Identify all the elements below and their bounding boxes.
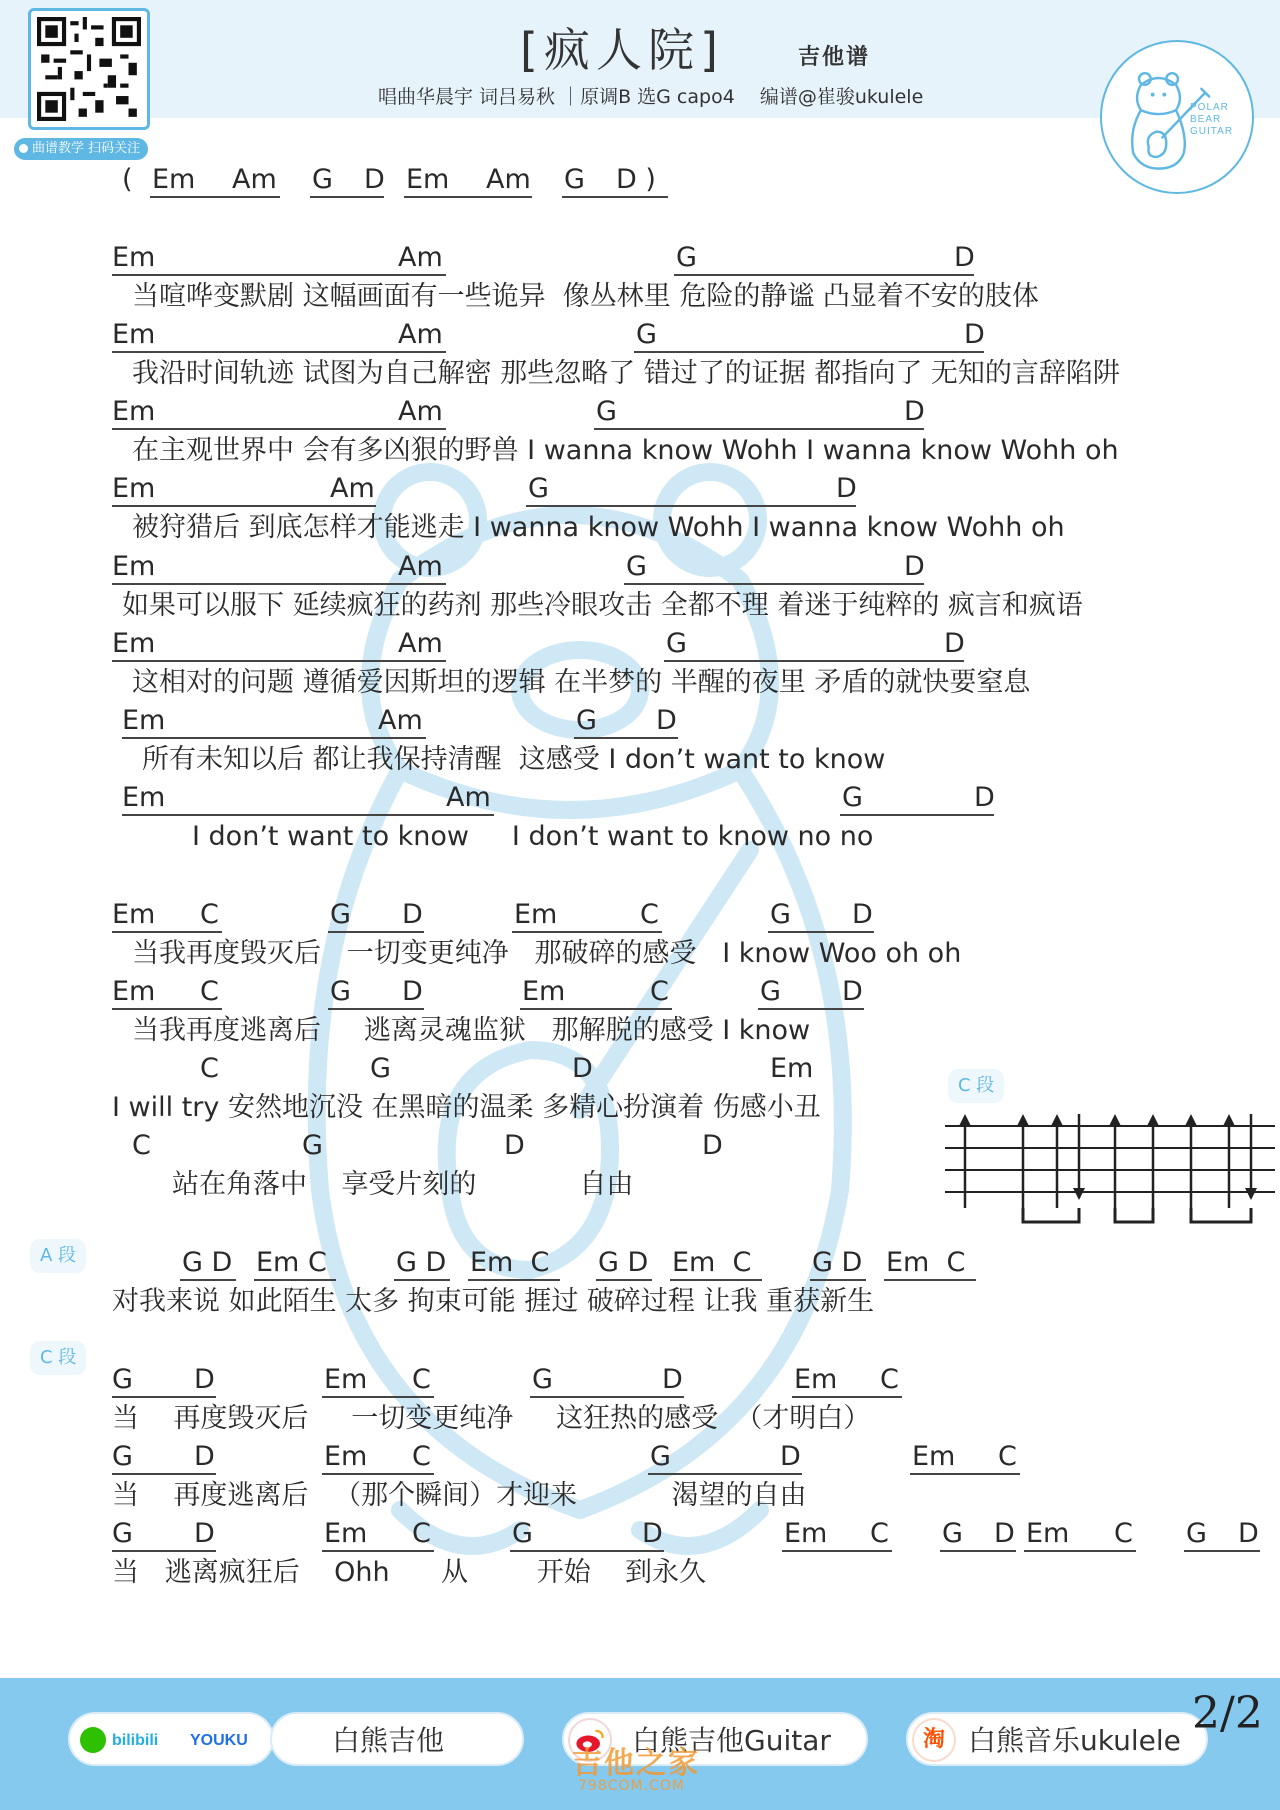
wechat-icon (80, 1727, 106, 1753)
chord-symbol: D ) (616, 164, 656, 195)
chord-symbol: Em (1026, 1518, 1070, 1549)
chord-symbol: Em (324, 1441, 368, 1472)
chord-duration-underline (624, 583, 924, 585)
chord-symbol: C (412, 1441, 431, 1472)
lyric-line: 被狩猎后 到底怎样才能逃走 I wanna know Wohh I wanna know Wohh oh (132, 512, 1065, 543)
qr-caption: 曲谱教学 扫码关注 (14, 138, 148, 160)
chord-line (0, 552, 1280, 584)
chord-duration-underline (112, 931, 222, 933)
chord-line (0, 165, 1280, 197)
chord-duration-underline (562, 196, 668, 198)
lyric-line: I don’t want to know I don’t want to know no no (192, 821, 874, 852)
chord-symbol: G (1186, 1518, 1207, 1549)
chord-symbol: C (412, 1364, 431, 1395)
lyric-line: 当 再度逃离后 （那个瞬间）才迎来 渴望的自由 (112, 1480, 807, 1511)
strum-arrow-up (1223, 1114, 1235, 1126)
chord-duration-underline (792, 1396, 902, 1398)
lyric-line: 这相对的问题 遵循爱因斯坦的逻辑 在半梦的 半醒的夜里 矛盾的就快要窒息 (132, 667, 1031, 698)
chord-duration-underline (758, 1008, 864, 1010)
chord-line (0, 397, 1280, 429)
chord-symbol: Em (324, 1518, 368, 1549)
chord-symbol: G (112, 1518, 133, 1549)
chord-symbol: G (576, 705, 597, 736)
chord-symbol: Em (324, 1364, 368, 1395)
chord-symbol: G (842, 782, 863, 813)
chord-symbol: Em (112, 976, 156, 1007)
chord-duration-underline (254, 1279, 336, 1281)
chord-duration-underline (468, 1279, 560, 1281)
rhythm-beam (1115, 1208, 1153, 1222)
chord-duration-underline (520, 1008, 672, 1010)
chord-line (0, 1248, 1280, 1280)
chord-symbol: G (636, 319, 657, 350)
chord-symbol: Am (232, 164, 277, 195)
chord-line (0, 320, 1280, 352)
chord-symbol: C (132, 1130, 151, 1161)
chord-duration-underline (674, 274, 974, 276)
chord-symbol: G (528, 473, 549, 504)
chord-symbol: D (780, 1441, 801, 1472)
channel-name-pill[interactable] (270, 1712, 524, 1766)
chord-symbol: D (852, 899, 873, 930)
site-watermark: 吉他之家 (572, 1746, 700, 1781)
chord-symbol: ( (122, 164, 133, 195)
chord-duration-underline (112, 1008, 222, 1010)
youku-brand: YOUKU (190, 1732, 248, 1749)
chord-symbol: D (194, 1518, 215, 1549)
chord-symbol: G (302, 1130, 323, 1161)
chord-symbol: Am (398, 551, 443, 582)
chord-symbol: D (842, 976, 863, 1007)
strum-arrow-up (1017, 1114, 1029, 1126)
chord-line (0, 1365, 1280, 1397)
chord-symbol: C (870, 1518, 889, 1549)
chord-duration-underline (664, 660, 964, 662)
score-type-tag: 吉他谱 (798, 45, 871, 70)
chord-symbol: Em (112, 551, 156, 582)
chord-symbol: Em C (256, 1247, 327, 1278)
chord-symbol: Em C (672, 1247, 752, 1278)
chord-duration-underline (526, 505, 856, 507)
section-tag-c: C 段 (948, 1069, 1004, 1103)
chord-symbol: Em (522, 976, 566, 1007)
section-tag-c-2: C 段 (30, 1341, 86, 1375)
chord-symbol: Em (406, 164, 450, 195)
lyric-line: 当 逃离疯狂后 Ohh 从 开始 到永久 (112, 1557, 707, 1588)
chord-duration-underline (594, 428, 924, 430)
chord-duration-underline (1184, 1550, 1260, 1552)
chord-duration-underline (112, 1550, 216, 1552)
chord-symbol: D (642, 1518, 663, 1549)
chord-symbol: C (640, 899, 659, 930)
chord-symbol: G (112, 1364, 133, 1395)
chord-symbol: Em (794, 1364, 838, 1395)
chord-symbol: Am (398, 319, 443, 350)
chord-line (0, 474, 1280, 506)
chord-symbol: C (650, 976, 669, 1007)
taobao-pill[interactable] (906, 1712, 1208, 1766)
chord-symbol: G D (598, 1247, 649, 1278)
chord-duration-underline (810, 1279, 866, 1281)
chord-duration-underline (112, 583, 446, 585)
chord-symbol: Em C (470, 1247, 550, 1278)
chord-symbol: Am (398, 628, 443, 659)
lyric-line: 当喧哗变默剧 这幅画面有一些诡异 像丛林里 危险的静谧 凸显着不安的肢体 (132, 281, 1039, 312)
chord-symbol: Em (112, 242, 156, 273)
lyric-line: I will try 安然地沉没 在黑暗的温柔 多精心扮演着 伤感小丑 (112, 1092, 821, 1123)
page-number: 2/2 (1192, 1688, 1263, 1739)
chord-symbol: Em C (886, 1247, 966, 1278)
chord-line (0, 783, 1280, 815)
chord-symbol: D (656, 705, 677, 736)
chord-symbol: G (532, 1364, 553, 1395)
strum-arrow-up (1185, 1114, 1197, 1126)
chord-duration-underline (510, 1550, 664, 1552)
chord-symbol: G (770, 899, 791, 930)
site-watermark-sub: 798COM.COM (578, 1778, 685, 1794)
chord-symbol: G (312, 164, 333, 195)
chord-symbol: G D (812, 1247, 863, 1278)
chord-duration-underline (574, 737, 678, 739)
lyric-line: 当我再度毁灭后 一切变更纯净 那破碎的感受 I know Woo oh oh (132, 938, 962, 969)
lyric-line: 当 再度毁灭后 一切变更纯净 这狂热的感受 （才明白） (112, 1403, 871, 1434)
chord-symbol: D (904, 396, 925, 427)
chord-symbol: C (200, 976, 219, 1007)
chord-duration-underline (112, 1473, 216, 1475)
chord-symbol: D (662, 1364, 683, 1395)
lyric-line: 如果可以服下 延续疯狂的药剂 那些冷眼攻击 全都不理 着迷于纯粹的 疯言和疯语 (122, 590, 1083, 621)
chord-symbol: Am (330, 473, 375, 504)
chord-duration-underline (670, 1279, 762, 1281)
chord-symbol: Am (398, 242, 443, 273)
chord-duration-underline (122, 814, 494, 816)
chord-symbol: Em (122, 705, 166, 736)
lyric-line: 我沿时间轨迹 试图为自己解密 那些忽略了 错过了的证据 都指向了 无知的言辞陷阱 (132, 358, 1120, 389)
chord-symbol: C (998, 1441, 1017, 1472)
chord-duration-underline (322, 1550, 434, 1552)
chord-duration-underline (112, 1396, 216, 1398)
chord-symbol: Em (514, 899, 558, 930)
chord-symbol: G (330, 976, 351, 1007)
strum-arrow-up (1109, 1114, 1121, 1126)
qr-code-pattern (37, 17, 141, 121)
chord-duration-underline (884, 1279, 976, 1281)
chord-line (0, 1519, 1280, 1551)
chord-symbol: G (512, 1518, 533, 1549)
lyric-line: 对我来说 如此陌生 太多 拘束可能 捱过 破碎过程 让我 重获新生 (112, 1286, 875, 1317)
chord-line (0, 977, 1280, 1009)
chord-symbol: D (836, 473, 857, 504)
chord-duration-underline (310, 196, 384, 198)
chord-duration-underline (112, 351, 446, 353)
chord-duration-underline (112, 505, 376, 507)
chord-symbol: G (676, 242, 697, 273)
chord-duration-underline (322, 1473, 434, 1475)
song-credits: 唱曲华晨宇 词吕易秋 ｜原调B 选G capo4 编谱@崔骏ukulele (378, 86, 924, 108)
chord-symbol: Em (112, 396, 156, 427)
strum-arrow-down (1245, 1188, 1257, 1200)
taobao-icon: 淘 (912, 1718, 956, 1762)
chord-symbol: G (626, 551, 647, 582)
qr-code[interactable] (28, 8, 150, 130)
chord-symbol: C (1114, 1518, 1133, 1549)
chord-symbol: D (904, 551, 925, 582)
strum-arrow-up (959, 1114, 971, 1126)
chord-line (0, 1442, 1280, 1474)
chord-duration-underline (840, 814, 994, 816)
chord-symbol: D (504, 1130, 525, 1161)
chord-symbol: D (944, 628, 965, 659)
chord-duration-underline (634, 351, 984, 353)
lyric-line: 当我再度逃离后 逃离灵魂监狱 那解脱的感受 I know (132, 1015, 811, 1046)
chord-duration-underline (328, 931, 424, 933)
chord-symbol: G (650, 1441, 671, 1472)
chord-symbol: D (402, 976, 423, 1007)
chord-symbol: D (954, 242, 975, 273)
chord-duration-underline (404, 196, 532, 198)
chord-symbol: Em (122, 782, 166, 813)
chord-symbol: G (942, 1518, 963, 1549)
chord-line (0, 243, 1280, 275)
chord-symbol: G D (182, 1247, 233, 1278)
chord-symbol: G (330, 899, 351, 930)
chord-symbol: D (572, 1053, 593, 1084)
chord-symbol: G (370, 1053, 391, 1084)
chord-duration-underline (768, 931, 874, 933)
chord-symbol: D (364, 164, 385, 195)
lyric-line: 在主观世界中 会有多凶狠的野兽 I wanna know Wohh I wanna know Wohh oh (132, 435, 1119, 466)
rhythm-beam (1023, 1208, 1079, 1222)
strum-arrow-up (1051, 1114, 1063, 1126)
chord-symbol: D (964, 319, 985, 350)
chord-duration-underline (512, 931, 662, 933)
bilibili-brand: bilibili (112, 1732, 159, 1749)
chord-symbol: G (564, 164, 585, 195)
chord-duration-underline (150, 196, 280, 198)
chord-symbol: D (994, 1518, 1015, 1549)
chord-duration-underline (322, 1396, 434, 1398)
chord-duration-underline (910, 1473, 1020, 1475)
strum-arrow-up (1147, 1114, 1159, 1126)
chord-symbol: Em (112, 628, 156, 659)
chord-duration-underline (112, 660, 446, 662)
chord-symbol: Em (912, 1441, 956, 1472)
chord-symbol: D (974, 782, 995, 813)
chord-symbol: C (200, 1053, 219, 1084)
taobao-name: 白熊音乐ukulele (968, 1724, 1181, 1757)
chord-symbol: C (200, 899, 219, 930)
chord-symbol: C (412, 1518, 431, 1549)
strumming-pattern (945, 1112, 1275, 1242)
channel-name: 白熊吉他 (332, 1724, 445, 1757)
chord-duration-underline (530, 1396, 684, 1398)
chord-symbol: Am (486, 164, 531, 195)
chord-symbol: G (596, 396, 617, 427)
chord-duration-underline (394, 1279, 450, 1281)
chord-duration-underline (940, 1550, 1016, 1552)
chord-duration-underline (1024, 1550, 1136, 1552)
chord-duration-underline (112, 428, 446, 430)
chord-duration-underline (782, 1550, 892, 1552)
chord-duration-underline (328, 1008, 424, 1010)
chord-duration-underline (122, 737, 426, 739)
chord-symbol: D (194, 1364, 215, 1395)
chord-symbol: D (702, 1130, 723, 1161)
chord-symbol: Em (112, 899, 156, 930)
chord-duration-underline (112, 274, 446, 276)
chord-symbol: Am (446, 782, 491, 813)
chord-line (0, 706, 1280, 738)
chord-line (0, 629, 1280, 661)
logo-text: POLAR BEAR GUITAR (1190, 102, 1234, 137)
strum-arrow-down (1073, 1188, 1085, 1200)
lyric-line: 所有未知以后 都让我保持清醒 这感受 I don’t want to know (142, 744, 886, 775)
chord-symbol: Am (378, 705, 423, 736)
chord-symbol: Em (112, 473, 156, 504)
chord-symbol: Em (152, 164, 196, 195)
chord-symbol: Am (398, 396, 443, 427)
chord-duration-underline (596, 1279, 652, 1281)
chord-symbol: G (760, 976, 781, 1007)
rhythm-beam (1191, 1208, 1251, 1222)
chord-symbol: G (112, 1441, 133, 1472)
section-tag-a: A 段 (30, 1239, 86, 1273)
video-platforms-pill[interactable] (68, 1712, 274, 1766)
chord-symbol: D (1238, 1518, 1259, 1549)
chord-symbol: D (194, 1441, 215, 1472)
chord-symbol: Em (112, 319, 156, 350)
chord-line (0, 1054, 1280, 1086)
chord-duration-underline (648, 1473, 802, 1475)
page-title: [疯人院] (520, 23, 724, 77)
chord-symbol: C (880, 1364, 899, 1395)
chord-symbol: Em (770, 1053, 814, 1084)
chord-symbol: D (402, 899, 423, 930)
chord-symbol: G D (396, 1247, 447, 1278)
weibo-name: 白熊吉他Guitar (632, 1724, 831, 1757)
chord-symbol: Em (784, 1518, 828, 1549)
lyric-line: 站在角落中 享受片刻的 自由 (172, 1169, 634, 1200)
chord-symbol: G (666, 628, 687, 659)
chord-line (0, 900, 1280, 932)
chord-duration-underline (180, 1279, 236, 1281)
